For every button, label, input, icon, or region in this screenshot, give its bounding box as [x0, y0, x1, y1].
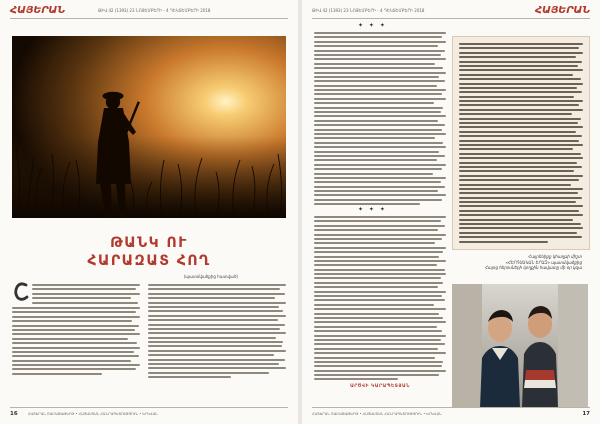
body-text-column-3	[314, 32, 446, 208]
left-footer	[10, 407, 288, 418]
quote-line-2: «ՀԵՐՈՍԱԿԱՆ ԵՐԱԶ» պատմվածքից	[505, 259, 582, 265]
sidebar-text	[459, 43, 583, 245]
body-text-column-1b	[12, 307, 140, 377]
section-divider-stars-2: ✦ ✦ ✦	[358, 206, 387, 213]
header-bar-right	[312, 4, 590, 19]
issue-line-right: ԹԻՎ 42 (1393) 23 ՆՈՅԵՄԲԵՐԻ - 4 ԴԵԿՏԵՄԲԵՐԻ 2018	[312, 8, 425, 13]
page-number-right: 17	[582, 411, 590, 417]
left-page	[0, 0, 298, 424]
author-name: ԱՐԾՎԻ ԿԱՐԱՊԵՏՅԱՆ	[350, 384, 410, 389]
title-line-2: ՀԱՐԱԶԱՏ ՀՈՂ	[87, 253, 211, 269]
two-boys-photo	[452, 284, 588, 408]
footer-text-right: ՀԱՅԵՐԱՆ ՇԱԲԱԹԱԹԵՐԹ • ՀԱՅԱՍՏԱՆ ՀԱՆՐԱՊԵՏՈՒԹՅՈՒՆ • ԵՐԵՎԱՆ	[312, 412, 442, 416]
section-divider-stars: ✦ ✦ ✦	[358, 22, 387, 29]
page-number-left: 16	[10, 411, 18, 417]
body-text-column-2	[148, 284, 286, 381]
title-line-1: ԹԱՆԿ ՈՒ	[110, 235, 188, 251]
quote-line-3: Հայոց հերոսների կողքին հավատը մի օր կզա	[485, 265, 582, 270]
magazine-logo-right: ՀԱՅԵՐԱՆ	[534, 5, 590, 16]
body-text-column-4	[314, 216, 446, 383]
magazine-logo: ՀԱՅԵՐԱՆ	[10, 5, 66, 16]
right-footer	[312, 407, 590, 418]
article-subtitle: (պատմվածքից հատված)	[183, 274, 238, 279]
footer-text-left: ՀԱՅԵՐԱՆ ՇԱԲԱԹԱԹԵՐԹ • ՀԱՅԱՍՏԱՆ ՀԱՆՐԱՊԵՏՈՒԹՅՈՒՆ • ԵՐԵՎԱՆ	[28, 412, 158, 416]
sunset-soldier-photo	[12, 36, 286, 218]
right-page	[302, 0, 600, 424]
quote-line-1: Հայրենիքը կհաղթի միշտ	[528, 254, 582, 259]
header-bar	[10, 4, 288, 19]
body-text-column-1	[32, 284, 140, 306]
dropcap-letter	[12, 281, 30, 301]
photo-illustration	[12, 36, 286, 218]
issue-line: ԹԻՎ 42 (1393) 23 ՆՈՅԵՄԲԵՐԻ - 4 ԴԵԿՏԵՄԲԵՐԻ 2018	[98, 8, 211, 13]
photo-illustration-2	[452, 284, 588, 408]
pull-quote	[458, 254, 582, 271]
article-title	[0, 234, 298, 270]
sidebar-box	[452, 36, 590, 250]
